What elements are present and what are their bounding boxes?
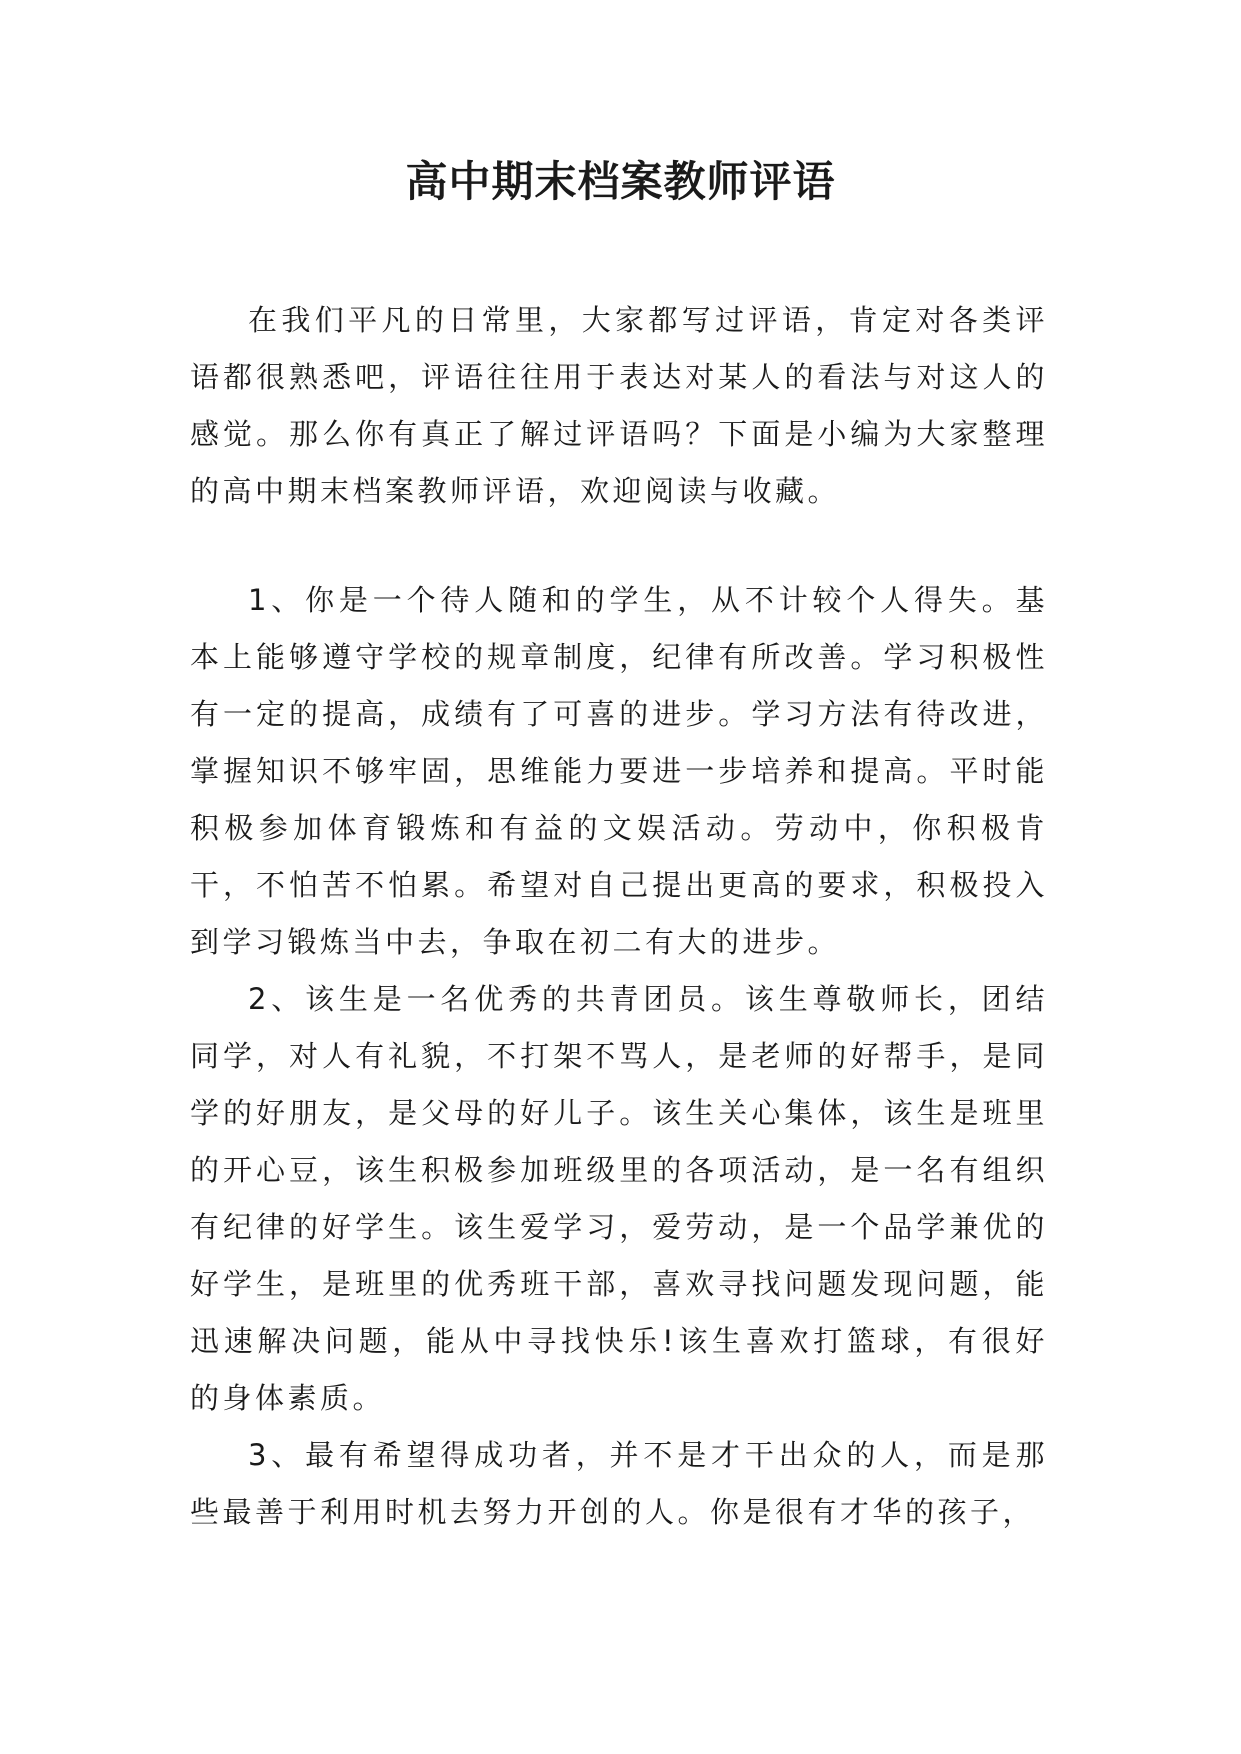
intro-section xyxy=(190,292,1048,520)
comment-paragraph-2: 2、该生是一名优秀的共青团员。该生尊敬师长，团结同学，对人有礼貌，不打架不骂人，是老师的好帮手，是同学的好朋友，是父母的好儿子。该生关心集体，该生是班里的开心豆，该生积极参加班级里的各项活动，是一名有组织有纪律的好学生。该生爱学习，爱劳动，是一个品学兼优的好学生，是班里的优秀班干部，喜欢寻找问题发现问题，能迅速解决问题，能从中寻找快乐!该生喜欢打篮球，有很好的身体素质。 xyxy=(190,982,1048,1415)
comment-paragraph-3: 3、最有希望得成功者，并不是才干出众的人，而是那些最善于利用时机去努力开创的人。你是很有才华的孩子， xyxy=(190,1438,1048,1529)
comments-section xyxy=(190,572,1048,1541)
document-title: 高中期末档案教师评语 xyxy=(405,157,836,206)
intro-paragraph: 在我们平凡的日常里，大家都写过评语，肯定对各类评语都很熟悉吧，评语往往用于表达对某人的看法与对这人的感觉。那么你有真正了解过评语吗？下面是小编为大家整理的高中期末档案教师评语，欢迎阅读与收藏。 xyxy=(190,303,1048,508)
comment-paragraph-1: 1、你是一个待人随和的学生，从不计较个人得失。基本上能够遵守学校的规章制度，纪律有所改善。学习积极性有一定的提高，成绩有了可喜的进步。学习方法有待改进，掌握知识不够牢固，思维能力要进一步培养和提高。平时能积极参加体育锻炼和有益的文娱活动。劳动中，你积极肯干，不怕苦不怕累。希望对自己提出更高的要求，积极投入到学习锻炼当中去，争取在初二有大的进步。 xyxy=(190,583,1048,959)
